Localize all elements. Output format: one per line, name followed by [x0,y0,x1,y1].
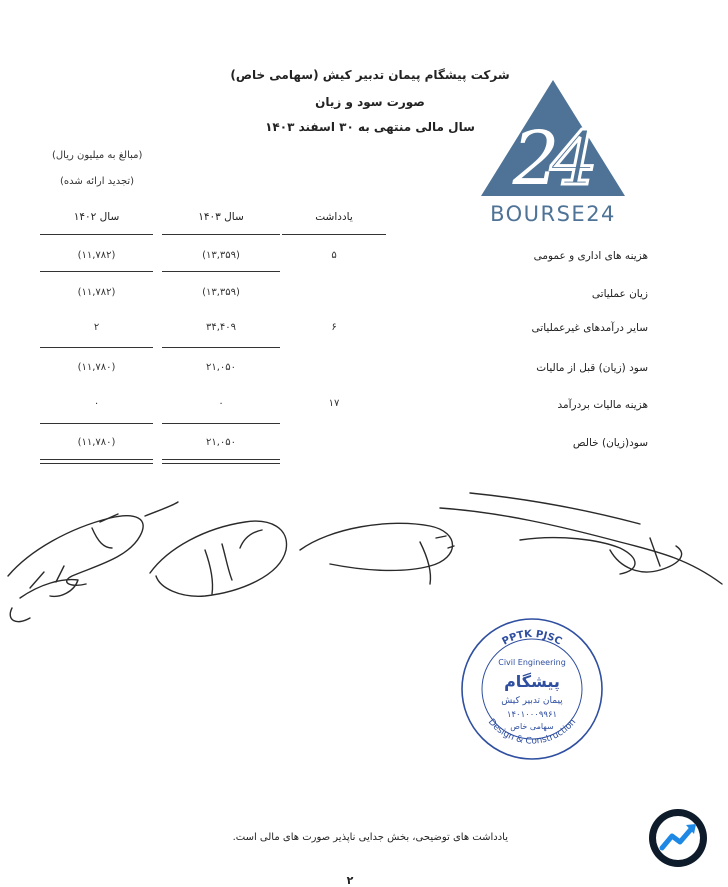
row-label-net-profit: سود(زیان) خالص [572,437,648,449]
signatures-area [0,488,728,638]
divider-line [162,347,280,348]
divider-line [40,347,153,348]
row-1402-profit-before-tax: (۱۱,۷۸۰) [77,362,116,373]
trend-badge [648,808,708,868]
row-label-operating-loss: زیان عملیاتی [591,288,648,300]
row-label-other-income: سایر درآمدهای غیرعملیاتی [531,322,648,334]
period-title: سال مالی منتهی به ۳۰ اسفند ۱۴۰۳ [265,120,475,134]
stamp-subtitle: پیمان تدبیر کیش [501,696,563,706]
row-1402-other-income: ۲ [93,322,100,333]
svg-text:4: 4 [550,116,598,202]
row-1402-income-tax: ۰ [93,398,100,409]
row-label-income-tax: هزینه مالیات بردرآمد [557,399,648,411]
logo-mark-icon [478,78,628,228]
stamp-arc-bottom: Design & Construction [485,717,579,747]
row-1403-admin-expenses: (۱۳,۳۵۹) [202,250,240,261]
page-number: ۲ [346,874,354,887]
row-note-income-tax: ۱۷ [328,398,340,409]
header-underline-1402 [40,234,153,235]
restated-label: (تجدید ارائه شده) [60,176,135,187]
row-1402-net-profit: (۱۱,۷۸۰) [77,437,116,448]
row-label-profit-before-tax: سود (زیان) قبل از مالیات [536,362,648,374]
company-name: شرکت پیشگام پیمان تدبیر کیش (سهامی خاص) [230,68,510,82]
statement-title: صورت سود و زیان [315,95,425,109]
chart-trend-icon [648,808,708,868]
stamp-arc-right: Civil Engineering [498,658,566,667]
signature-3-icon [300,493,722,584]
header-underline-1403 [162,234,280,235]
row-1403-other-income: ۳۴,۴۰۹ [205,322,237,333]
row-note-admin-expenses: ۵ [331,250,337,261]
logo-brand-text: BOURSE24 [490,202,616,226]
row-1402-admin-expenses: (۱۱,۷۸۲) [77,250,116,261]
col-header-1402: سال ۱۴۰۲ [73,211,120,223]
row-1403-net-profit: ۲۱,۰۵۰ [205,437,237,448]
bourse24-logo [478,78,628,228]
svg-text:2: 2 [512,116,560,202]
double-underline [40,459,153,464]
row-1402-operating-loss: (۱۱,۷۸۲) [77,287,116,298]
footer-note: یادداشت های توضیحی، بخش جدایی ناپذیر صورت های مالی است. [232,832,508,843]
divider-line [162,423,280,424]
row-label-admin-expenses: هزینه های اداری و عمومی [533,250,648,262]
divider-line [40,423,153,424]
stamp-name: پیشگام [504,672,560,691]
stamp-reg-number: ۱۴۰۱۰۰۰۹۹۶۱ [506,710,558,720]
units-label: (مبالغ به میلیون ریال) [52,150,143,161]
row-1403-profit-before-tax: ۲۱,۰۵۰ [205,362,237,373]
divider-line [162,271,280,272]
signature-1-icon [8,502,178,622]
row-1403-operating-loss: (۱۳,۳۵۹) [202,287,240,298]
company-stamp [458,615,606,763]
row-1403-income-tax: ۰ [218,398,224,409]
stamp-abbr: PPTK PJSC [500,628,564,648]
col-header-1403: سال ۱۴۰۳ [198,211,244,223]
col-header-note: یادداشت [315,211,353,223]
header-underline-note [282,234,386,235]
divider-line [40,271,153,272]
row-note-other-income: ۶ [331,322,337,333]
stamp-type: سهامی خاص [510,722,554,731]
double-underline [162,459,280,464]
signature-2-icon [150,521,287,596]
